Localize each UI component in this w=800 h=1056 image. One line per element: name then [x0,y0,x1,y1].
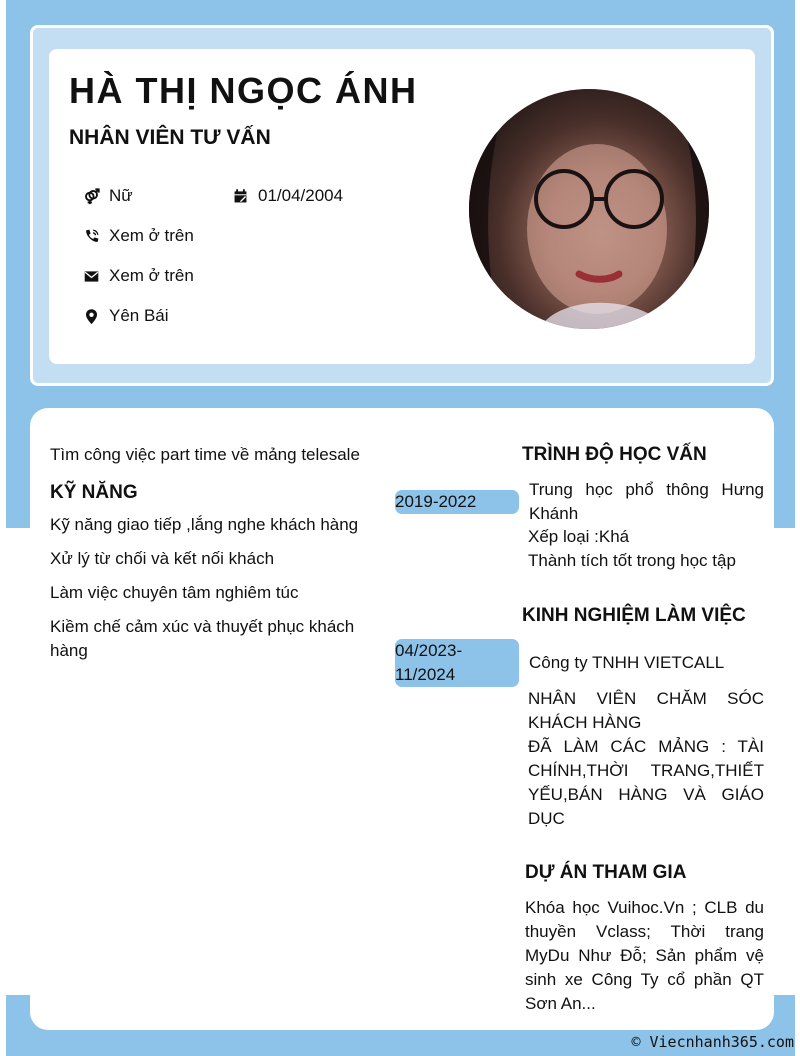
footer-credit: © Viecnhanh365.com [631,1033,794,1051]
phone-info [83,226,194,246]
education-school: Trung học phổ thông Hưng Khánh [529,480,764,523]
birthdate-value: 01/04/2004 [258,186,344,205]
gender-icon [83,188,100,205]
calendar-icon [232,188,249,205]
location-value: Yên Bái [109,306,169,325]
experience-role: NHÂN VIÊN CHĂM SÓC KHÁCH HÀNG [528,689,764,732]
experience-company: Công ty TNHH VIETCALL [529,653,725,672]
experience-period: 04/2023-11/2024 [395,639,519,687]
career-objective: Tìm công việc part time về mảng telesale [50,445,360,464]
projects-text: Khóa học Vuihoc.Vn ; CLB du thuyền Vclass; Thời trang MyDu Như Đỗ; Sản phẩm vệ sinh xe Công Ty cổ phần QT Sơn An... [525,898,764,1013]
envelope-icon [83,268,100,285]
skill-item: Xử lý từ chối và kết nối khách [50,549,275,568]
skill-item: Kỹ năng giao tiếp ,lắng nghe khách hàng [50,515,359,534]
birthdate-info [232,186,343,206]
phone-icon [83,228,100,245]
candidate-name: HÀ THỊ NGỌC ÁNH [69,70,418,111]
avatar [469,89,709,329]
job-title: NHÂN VIÊN TƯ VẤN [69,126,271,149]
education-achievement: Thành tích tốt trong học tập [528,551,736,570]
experience-description: ĐÃ LÀM CÁC MẢNG : TÀI CHÍNH,THỜI TRANG,THIẾT YẾU,BÁN HÀNG VÀ GIÁO DỤC [528,737,764,828]
gender-value: Nữ [109,186,133,205]
education-title: TRÌNH ĐỘ HỌC VẤN [522,444,707,465]
skills-title: KỸ NĂNG [50,482,138,503]
location-info [83,306,169,326]
skill-item: Làm việc chuyên tâm nghiêm túc [50,583,299,602]
skill-item: Kiềm chế cảm xúc và thuyết phục khách hàng [50,617,355,660]
gender-info [83,186,133,206]
phone-value: Xem ở trên [109,226,194,245]
education-period: 2019-2022 [395,490,519,514]
portrait-photo [469,89,709,329]
projects-title: DỰ ÁN THAM GIA [525,862,687,883]
email-info [83,266,194,286]
experience-title: KINH NGHIỆM LÀM VIỆC [522,605,746,626]
email-value: Xem ở trên [109,266,194,285]
location-pin-icon [83,308,100,325]
education-rank: Xếp loại :Khá [528,527,630,546]
